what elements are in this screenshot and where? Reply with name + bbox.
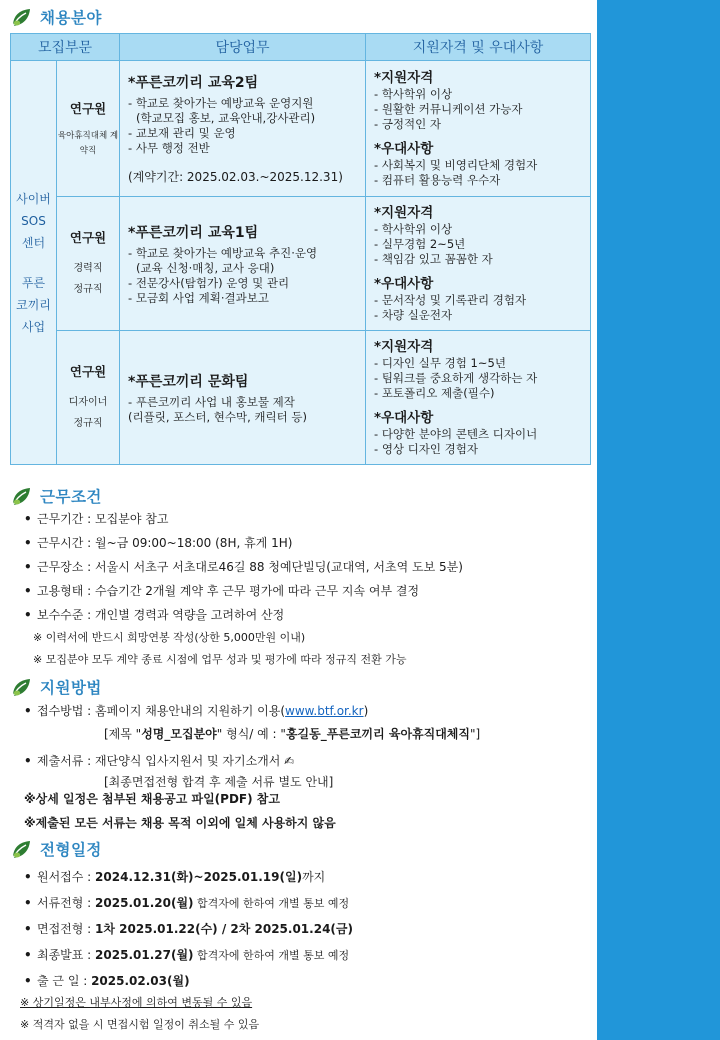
list-item: • 근무장소 : 서울시 서초구 서초대로46길 88 청예단빌딩(교대역, 서초역 도보 5분) — [24, 560, 463, 574]
list-item: • 보수수준 : 개인별 경력과 역량을 고려하여 산정 — [24, 608, 285, 622]
qualification-heading: *지원자격 — [374, 205, 434, 221]
duty-line: - 사무 행정 전반 — [128, 141, 210, 155]
preference-line: - 문서작성 및 기록관리 경험자 — [374, 293, 527, 307]
employment-type: 디자이너 정규직 — [68, 396, 108, 429]
leaf-icon — [10, 6, 32, 28]
section-header-application — [10, 675, 102, 699]
schedule-item: • 출 근 일 : 2025.02.03(월) — [24, 974, 190, 988]
qualification-cell — [366, 61, 591, 197]
duty-line: (교육 신청·매칭, 교사 응대) — [136, 260, 275, 275]
employment-type: 경력직 정규직 — [73, 262, 103, 295]
duty-line: - 모금회 사업 계획·결과보고 — [128, 290, 269, 305]
section-title: 전형일정 — [40, 841, 102, 859]
preference-line: - 영상 디자인 경험자 — [374, 442, 479, 456]
bold-note: ※제출된 모든 서류는 채용 목적 이외에 일체 사용하지 않음 — [24, 816, 336, 830]
schedule-item: • 원서접수 : 2024.12.31(화)~2025.01.19(일)까지 — [24, 870, 326, 884]
schedule-note: ※ 적격자 없을 시 면접시험 일정이 취소될 수 있음 — [20, 1018, 260, 1031]
schedule-list — [24, 864, 353, 994]
table-header-row — [11, 34, 591, 61]
duty-cell — [120, 61, 366, 197]
docs-note: [최종면접전형 합격 후 제출 서류 별도 안내] — [104, 775, 334, 789]
list-item: • 근무기간 : 모집분야 참고 — [24, 512, 169, 526]
qualification-line: - 팀워크를 중요하게 생각하는 자 — [374, 371, 538, 385]
duty-line: - 교보재 관리 및 운영 — [128, 126, 236, 140]
bold-note: ※상세 일정은 첨부된 채용공고 파일(PDF) 참고 — [24, 792, 280, 806]
condition-note: ※ 이력서에 반드시 희망연봉 작성(상한 5,000만원 이내) — [33, 631, 306, 644]
team-title: *푸른코끼리 교육1팀 — [128, 224, 259, 241]
qualification-heading: *지원자격 — [374, 70, 434, 86]
section-header-conditions — [10, 484, 102, 508]
qualification-line: - 책임감 있고 꼼꼼한 자 — [374, 252, 493, 266]
role-title: 연구원 — [69, 229, 107, 245]
qualification-line: - 실무경험 2~5년 — [374, 237, 466, 251]
qualification-line: - 포토폴리오 제출(필수) — [374, 386, 495, 400]
preference-line: - 컴퓨터 활용능력 우수자 — [374, 173, 501, 187]
duty-cell — [120, 331, 366, 465]
condition-note: ※ 모집분야 모두 계약 종료 시점에 업무 성과 및 평가에 따라 정규직 전환 가능 — [33, 653, 407, 666]
leaf-icon — [10, 838, 32, 860]
conditions-list — [24, 507, 463, 671]
role-cell — [57, 331, 120, 465]
schedule-note: ※ 상기일정은 내부사정에 의하여 변동될 수 있음 — [20, 996, 253, 1009]
schedule-item: • 서류전형 : 2025.01.20(월) 합격자에 한하여 개별 통보 예정 — [24, 896, 350, 910]
section-title: 채용분야 — [40, 9, 102, 27]
preference-heading: *우대사항 — [374, 410, 434, 426]
preference-heading: *우대사항 — [374, 141, 434, 157]
list-item: • 제출서류 : 재단양식 입사지원서 및 자기소개서 ✍ — [24, 754, 295, 768]
application-notes — [24, 787, 336, 835]
list-item: • 고용형태 : 수습기간 2개월 계약 후 근무 평가에 따라 근무 지속 여부 결정 — [24, 584, 420, 598]
schedule-notes — [20, 992, 259, 1036]
section-header-schedule — [10, 837, 102, 861]
section-title: 근무조건 — [40, 488, 102, 506]
team-title: *푸른코끼리 문화팀 — [128, 373, 249, 390]
employment-type: 육아휴직대체 계약직 — [57, 130, 119, 156]
leaf-icon — [10, 485, 32, 507]
application-list — [24, 699, 480, 793]
preference-line: - 사회복지 및 비영리단체 경험자 — [374, 158, 538, 172]
duty-line: (학교모집 홍보, 교육안내,강사관리) — [136, 111, 316, 125]
role-title: 연구원 — [69, 363, 107, 379]
duty-line: - 푸른코끼리 사업 내 홍보물 제작 — [128, 394, 295, 409]
table-row — [11, 197, 591, 331]
duty-line: (리플릿, 포스터, 현수막, 캐릭터 등) — [128, 409, 307, 424]
table-header: 모집부문 — [11, 34, 120, 61]
center-name-cell: 사이버 SOS 센터 푸른 코끼리 사업 — [11, 61, 57, 465]
section-title: 지원방법 — [40, 679, 102, 697]
qualification-line: - 학사학위 이상 — [374, 87, 453, 101]
role-title: 연구원 — [69, 100, 107, 116]
team-title: *푸른코끼리 교육2팀 — [128, 75, 259, 91]
duty-line: - 전문강사(탐험가) 운영 및 관리 — [128, 275, 290, 290]
recruit-table — [10, 33, 591, 465]
preference-line: - 다양한 분야의 콘텐츠 디자이너 — [374, 427, 538, 441]
qualification-line: - 원활한 커뮤니케이션 가능자 — [374, 102, 523, 116]
role-cell — [57, 197, 120, 331]
table-header: 지원자격 및 우대사항 — [366, 34, 591, 61]
qualification-cell — [366, 197, 591, 331]
table-row — [11, 61, 591, 197]
title-format-rule: [제목 "성명_모집분야" 형식/ 예 : "홍길동_푸른코끼리 육아휴직대체직"] — [104, 727, 481, 741]
contract-period: (계약기간: 2025.02.03.~2025.12.31) — [128, 170, 343, 184]
list-item: • 접수방법 : 홈페이지 채용안내의 지원하기 이용(www.btf.or.kr) — [24, 704, 369, 718]
qualification-cell — [366, 331, 591, 465]
leaf-icon — [10, 676, 32, 698]
list-item: • 근무시간 : 월~금 09:00~18:00 (8H, 휴게 1H) — [24, 536, 293, 550]
duty-line: - 학교로 찾아가는 예방교육 운영지원 — [128, 96, 314, 110]
schedule-item: • 최종발표 : 2025.01.27(월) 합격자에 한하여 개별 통보 예정 — [24, 948, 350, 962]
role-cell — [57, 61, 120, 197]
right-side-bar — [597, 0, 720, 1040]
section-header-recruit-field — [10, 5, 102, 29]
table-row — [11, 331, 591, 465]
qualification-line: - 긍정적인 자 — [374, 117, 442, 131]
preference-heading: *우대사항 — [374, 276, 434, 292]
qualification-line: - 학사학위 이상 — [374, 222, 453, 236]
schedule-item: • 면접전형 : 1차 2025.01.22(수) / 2차 2025.01.24(금) — [24, 922, 353, 936]
duty-line: - 학교로 찾아가는 예방교육 추진·운영 — [128, 245, 318, 260]
qualification-line: - 디자인 실무 경험 1~5년 — [374, 356, 506, 370]
table-header: 담당업무 — [120, 34, 366, 61]
preference-line: - 차량 실운전자 — [374, 308, 453, 322]
homepage-link[interactable]: www.btf.or.kr — [285, 704, 364, 718]
duty-cell — [120, 197, 366, 331]
qualification-heading: *지원자격 — [374, 339, 434, 355]
